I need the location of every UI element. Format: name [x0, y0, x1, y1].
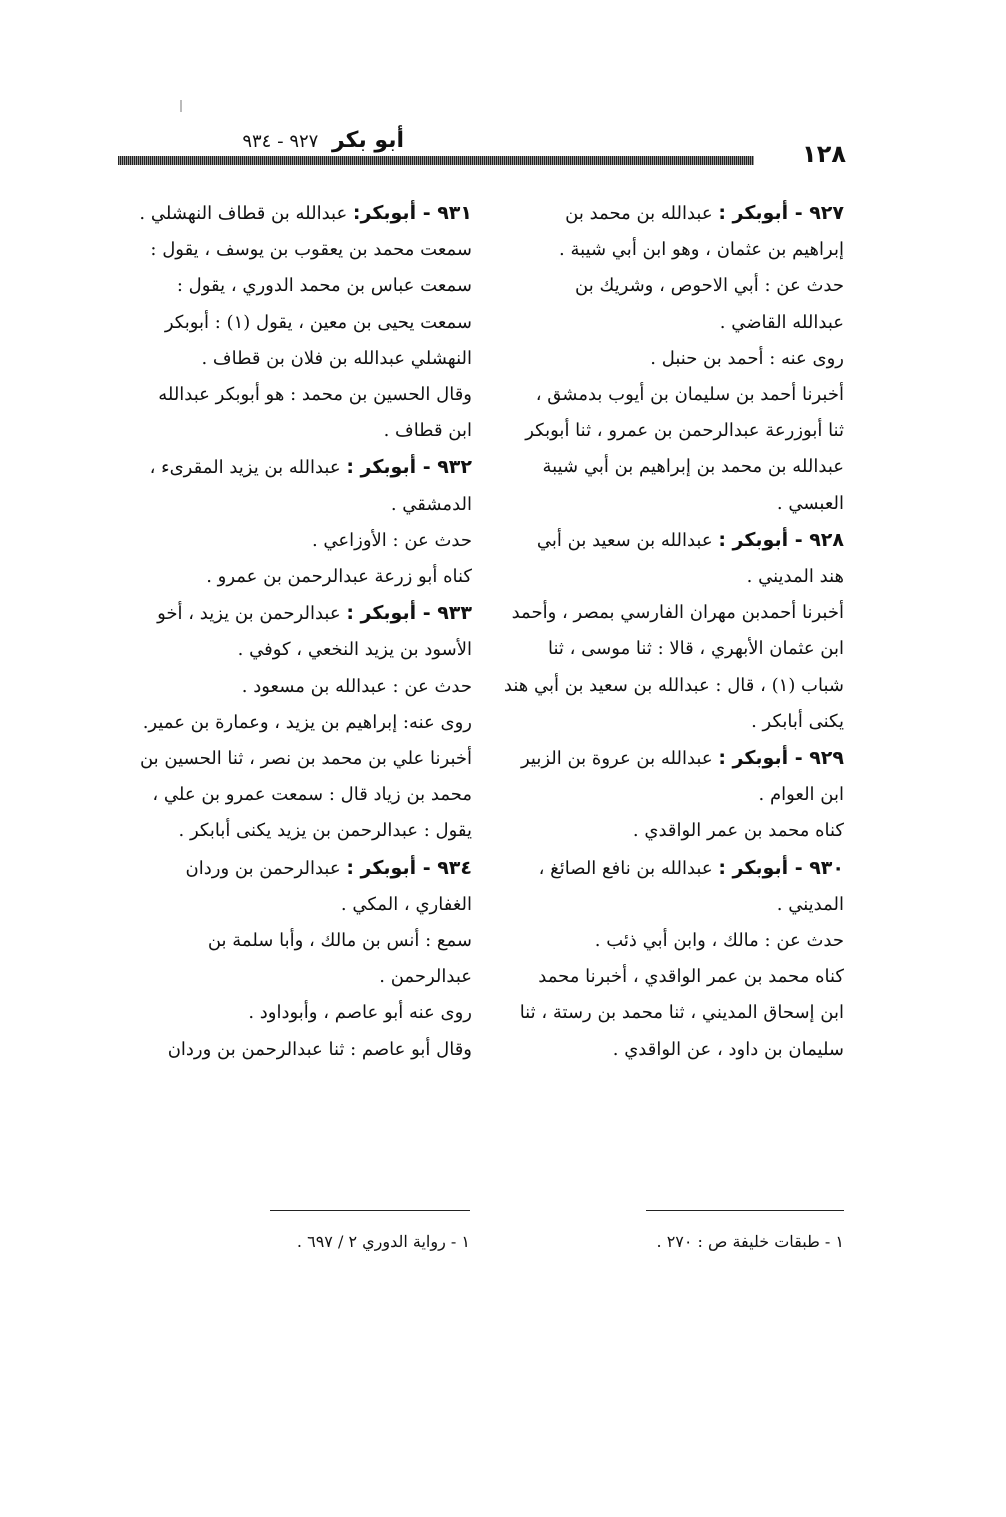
entry-heading: ٩٣٠ - أبوبكر :	[718, 856, 844, 879]
text-line	[496, 377, 844, 413]
text-line	[496, 195, 844, 232]
text-line	[496, 449, 844, 485]
entry-heading: ٩٢٩ - أبوبكر :	[718, 747, 844, 770]
text-line	[124, 305, 472, 341]
line-text: كناه محمد بن عمر الواقدي .	[632, 820, 844, 842]
text-line	[124, 595, 472, 632]
line-text: عبدالله بن قطاف النهشلي .	[139, 203, 353, 224]
right-column	[496, 195, 844, 1068]
text-line	[124, 232, 472, 268]
line-text: سمع : أنس بن مالك ، وأبا سلمة بن	[207, 930, 472, 952]
text-line	[124, 377, 472, 413]
running-header	[118, 128, 846, 176]
line-text: ابن إسحاق المديني ، ثنا محمد بن رستة ، ثنا	[519, 1002, 844, 1024]
line-text: عبدالله بن يزيد المقرىء ،	[149, 457, 347, 479]
line-text: حدث عن : أبي الاحوص ، وشريك بن	[575, 275, 844, 297]
line-text: عبدالله بن سعيد بن أبي	[536, 529, 719, 551]
text-line	[496, 704, 844, 740]
text-line	[496, 850, 844, 887]
entry-heading: ٩٣٢ - أبوبكر :	[346, 456, 472, 479]
scan-speck	[180, 100, 182, 112]
line-text: روى عنه: إبراهيم بن يزيد ، وعمارة بن عمير.	[142, 711, 472, 733]
text-line	[124, 777, 472, 813]
line-text: وقال الحسين بن محمد : هو أبوبكر عبدالله	[158, 384, 472, 406]
line-text: هند المديني .	[746, 566, 844, 588]
text-line	[496, 887, 844, 923]
text-line	[124, 523, 472, 559]
line-text: روى عنه أبو عاصم ، وأبوداود .	[248, 1002, 472, 1024]
text-line	[496, 813, 844, 849]
line-text: الغفاري ، المكي .	[340, 893, 472, 915]
text-line	[124, 705, 472, 741]
text-line	[124, 195, 472, 232]
line-text: عبدالله بن نافع الصائغ ،	[538, 857, 719, 879]
line-text: عبدالرحمن بن يزيد ، أخو	[157, 603, 347, 625]
line-text: الأسود بن يزيد النخعي ، كوفي .	[237, 639, 472, 661]
text-line	[496, 631, 844, 667]
entry-heading: ٩٣٤ - أبوبكر :	[346, 856, 472, 879]
line-text: محمد بن زياد قال : سمعت عمرو بن علي ،	[152, 784, 472, 806]
text-line	[496, 923, 844, 959]
text-line	[496, 995, 844, 1031]
line-text: حدث عن : مالك ، وابن أبي ذئب .	[594, 930, 844, 952]
line-text: يكنى أبابكر .	[751, 710, 844, 732]
text-line	[496, 522, 844, 559]
text-line	[496, 559, 844, 595]
line-text: أخبرنا علي بن محمد بن نصر ، ثنا الحسين بن	[139, 748, 472, 770]
text-line	[496, 232, 844, 268]
text-line	[124, 741, 472, 777]
line-text: عبدالرحمن بن وردان	[185, 857, 347, 879]
text-line	[124, 1032, 472, 1068]
line-text: شباب (١) ، قال : عبدالله بن سعيد بن أبي هند	[503, 674, 844, 696]
line-text: ابن عثمان الأبهري ، قالا : ثنا موسى ، ثنا	[548, 638, 844, 660]
text-line	[496, 595, 844, 631]
text-line	[124, 669, 472, 705]
line-text: ابن العوام .	[758, 784, 844, 806]
line-text: ابن قطاف .	[383, 420, 472, 442]
footnote-right: ١ - طبقات خليفة ص : ٢٧٠ .	[656, 1232, 844, 1251]
line-text: سمعت يحيى بن معين ، يقول (١) : أبوبكر	[164, 311, 472, 333]
line-text: عبدالله بن محمد بن إبراهيم بن أبي شيبة	[542, 456, 844, 478]
line-text: عبدالله بن عروة بن الزبير	[520, 748, 719, 770]
text-line	[496, 486, 844, 522]
text-line	[124, 559, 472, 595]
text-line	[124, 923, 472, 959]
footnote-left: ١ - رواية الدوري ٢ / ٦٩٧ .	[296, 1232, 470, 1251]
text-line	[496, 668, 844, 704]
text-line	[124, 449, 472, 486]
text-line	[124, 268, 472, 304]
text-line	[496, 959, 844, 995]
line-text: سمعت عباس بن محمد الدوري ، يقول :	[176, 275, 472, 297]
footnote-rule-right	[646, 1210, 844, 1211]
line-text: أخبرنا أحمدبن مهران الفارسي بمصر ، وأحمد	[511, 602, 844, 624]
text-line	[124, 995, 472, 1031]
line-text: وقال أبو عاصم : ثنا عبدالرحمن بن وردان	[167, 1038, 472, 1060]
entry-heading: ٩٢٨ - أبوبكر :	[718, 528, 844, 551]
text-line	[124, 341, 472, 377]
line-text: كناه محمد بن عمر الواقدي ، أخبرنا محمد	[538, 966, 844, 988]
text-line	[496, 777, 844, 813]
header-title	[242, 128, 404, 153]
line-text: أخبرنا أحمد بن سليمان بن أيوب بدمشق ،	[535, 384, 844, 406]
line-text: ثنا أبوزرعة عبدالرحمن بن عمرو ، ثنا أبوبكر	[525, 420, 844, 442]
text-line	[496, 740, 844, 777]
line-text: عبدالله القاضي .	[719, 311, 844, 333]
line-text: حدث عن : الأوزاعي .	[311, 529, 472, 551]
line-text: كناه أبو زرعة عبدالرحمن بن عمرو .	[206, 566, 472, 588]
footnote-rule-left	[270, 1210, 470, 1211]
line-text: النهشلي عبدالله بن فلان بن قطاف .	[201, 347, 472, 369]
line-text: عبدالرحمن .	[379, 966, 472, 988]
header-title-text: أبو بكر	[332, 128, 404, 153]
text-line	[124, 887, 472, 923]
text-line	[496, 268, 844, 304]
line-text: سليمان بن داود ، عن الواقدي .	[612, 1038, 844, 1060]
line-text: عبدالله بن محمد بن	[565, 203, 719, 224]
text-line	[124, 959, 472, 995]
entry-heading: ٩٣٣ - أبوبكر :	[346, 602, 472, 625]
left-column	[124, 195, 472, 1068]
text-line	[124, 413, 472, 449]
entry-heading: ٩٢٧ - أبوبكر :	[718, 202, 844, 224]
text-line	[496, 1032, 844, 1068]
line-text: روى عنه : أحمد بن حنبل .	[650, 347, 844, 369]
header-entry-range: ٩٢٧ - ٩٣٤	[242, 131, 319, 152]
text-line	[124, 850, 472, 887]
text-line	[124, 813, 472, 849]
line-text: سمعت محمد بن يعقوب بن يوسف ، يقول :	[150, 239, 472, 261]
text-line	[496, 341, 844, 377]
line-text: إبراهيم بن عثمان ، وهو ابن أبي شيبة .	[559, 239, 844, 261]
line-text: يقول : عبدالرحمن بن يزيد يكنى أبابكر .	[178, 820, 472, 842]
entry-heading: ٩٣١ - أبوبكر:	[352, 202, 472, 224]
text-line	[124, 632, 472, 668]
line-text: العبسي .	[776, 492, 844, 514]
line-text: الدمشقي .	[390, 493, 472, 515]
line-text: حدث عن : عبدالله بن مسعود .	[241, 675, 472, 697]
text-line	[124, 487, 472, 523]
header-rule	[118, 156, 754, 165]
line-text: المديني .	[776, 893, 844, 915]
text-line	[496, 305, 844, 341]
page-number: ١٢٨	[802, 140, 846, 168]
text-line	[496, 413, 844, 449]
